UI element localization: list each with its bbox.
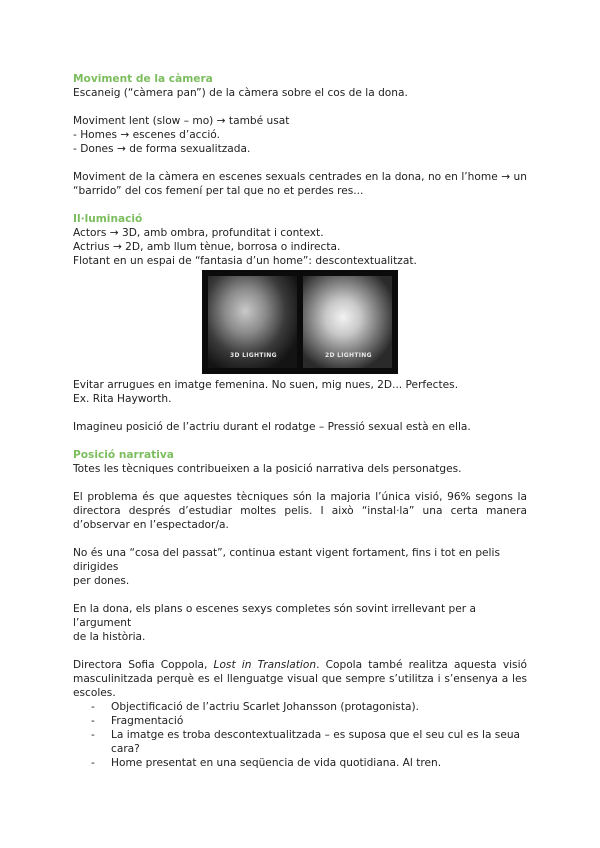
text-line: Totes les tècniques contribueixen a la posició narrativa dels personatges. [73, 463, 462, 475]
film-title: Lost in Translation [213, 659, 317, 671]
text-line: Actrius → 2D, amb llum tènue, borrosa o indirecta. [73, 241, 341, 253]
text-span: Directora Sofia Coppola, [73, 659, 214, 671]
bullet-list [73, 700, 527, 770]
document-content [73, 72, 527, 770]
list-item: - Fragmentació [73, 714, 527, 728]
heading-moviment: Moviment de la càmera [73, 73, 213, 85]
text-line: Escaneig (“càmera pan”) de la càmera sobre el cos de la dona. [73, 87, 408, 99]
section-illuminacio [73, 212, 527, 434]
photo-label-3d: 3D LIGHTING [230, 352, 277, 359]
list-item: - Home presentat en una seqüencia de vida quotidiana. Al tren. [73, 756, 527, 770]
section-moviment [73, 72, 527, 198]
text-line: Actors → 3D, amb ombra, profunditat i context. [73, 227, 324, 239]
text-line: - Dones → de forma sexualitzada. [73, 143, 251, 155]
text-span: . Copola també realitza aquesta visió masculinitzada perquè es el llenguatge visual que sempre s’utilitza i s’ensenya a les escoles. [73, 659, 527, 699]
lighting-comparison-image [73, 270, 527, 374]
list-item: - Objectificació de l’actriu Scarlet Johansson (protagonista). [73, 700, 527, 714]
text-line: Moviment lent (slow – mo) → també usat [73, 115, 290, 127]
text-line: Evitar arrugues en imatge femenina. No suen, mig nues, 2D... Perfectes. [73, 379, 459, 391]
heading-illuminacio: Il·luminació [73, 213, 143, 225]
text-line: de la història. [73, 631, 146, 643]
list-item: - La imatge es troba descontextualitzada – es suposa que el seu cul es la seua cara? [73, 728, 527, 756]
text-line: Flotant en un espai de “fantasia d’un home”: descontextualitzat. [73, 255, 417, 267]
paragraph-coppola [73, 658, 527, 700]
actor-3d-lighting-photo [208, 276, 297, 368]
text-line: Ex. Rita Hayworth. [73, 393, 172, 405]
text-line: En la dona, els plans o escenes sexys completes són sovint irrellevant per a l’argument [73, 603, 476, 629]
text-line: per dones. [73, 575, 130, 587]
paragraph: El problema és que aquestes tècniques són la majoria l’única visió, 96% segons la directora després d’estudiar moltes pelis. I això “instal·la” una certa manera d’observar en l’espectador/a. [73, 491, 527, 531]
text-line: Imagineu posició de l’actriu durant el rodatge – Pressió sexual està en ella. [73, 421, 471, 433]
photo-label-2d: 2D LIGHTING [325, 352, 372, 359]
heading-posicio: Posició narrativa [73, 449, 174, 461]
text-line: - Homes → escenes d’acció. [73, 129, 220, 141]
text-line: No és una “cosa del passat”, continua estant vigent fortament, fins i tot en pelis dirigides [73, 547, 500, 573]
paragraph: Moviment de la càmera en escenes sexuals centrades en la dona, no en l’home → un “barrido” del cos femení per tal que no et perdes res... [73, 171, 527, 197]
actress-2d-lighting-photo [303, 276, 392, 368]
section-posicio [73, 448, 527, 770]
